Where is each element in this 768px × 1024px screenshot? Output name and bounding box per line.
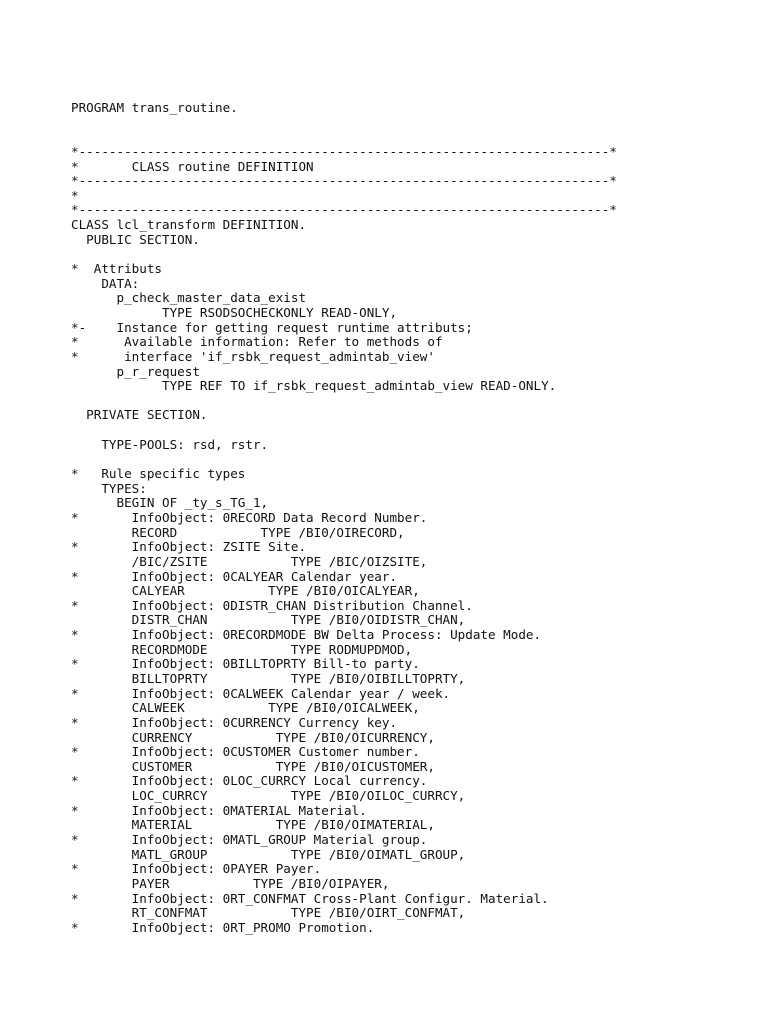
code-line: *- Instance for getting request runtime attributs; (71, 319, 473, 335)
code-line: * InfoObject: 0MATERIAL Material. (71, 802, 367, 818)
code-line: PRIVATE SECTION. (71, 407, 208, 423)
code-line: * InfoObject: 0RECORDMODE BW Delta Process: Update Mode. (71, 627, 542, 643)
code-line: PROGRAM trans_routine. (71, 100, 238, 115)
code-line: p_check_master_data_exist (71, 290, 307, 306)
code-line: BEGIN OF _ty_s_TG_1, (71, 495, 269, 511)
code-line: CUSTOMER TYPE /BI0/OICUSTOMER, (71, 758, 435, 774)
code-line: * interface 'if_rsbk_request_admintab_view' (71, 348, 435, 364)
code-line: RECORD TYPE /BI0/OIRECORD, (71, 524, 405, 540)
code-line: * Rule specific types (71, 466, 246, 482)
code-line: LOC_CURRCY TYPE /BI0/OILOC_CURRCY, (71, 788, 466, 804)
code-line: CALWEEK TYPE /BI0/OICALWEEK, (71, 700, 420, 716)
code-line (71, 394, 751, 409)
code-line: TYPE REF TO if_rsbk_request_admintab_view READ-ONLY. (71, 378, 557, 394)
code-line: CURRENCY TYPE /BI0/OICURRENCY, (71, 729, 435, 745)
code-line: * InfoObject: 0CUSTOMER Customer number. (71, 744, 420, 760)
code-line: TYPE-POOLS: rsd, rstr. (71, 436, 269, 452)
code-line: p_r_request (71, 363, 200, 379)
code-line: * (71, 187, 79, 203)
code-line: * InfoObject: 0RECORD Data Record Number. (71, 509, 428, 525)
code-line: DISTR_CHAN TYPE /BI0/OIDISTR_CHAN, (71, 612, 466, 628)
code-line: *----------------------------------------------------------------------* (71, 173, 617, 189)
code-line: * InfoObject: ZSITE Site. (71, 539, 307, 555)
code-line: * InfoObject: 0DISTR_CHAN Distribution Channel. (71, 597, 473, 613)
code-line (71, 423, 751, 438)
code-line: MATERIAL TYPE /BI0/OIMATERIAL, (71, 817, 435, 833)
code-line: * InfoObject: 0PAYER Payer. (71, 861, 322, 877)
code-line: CLASS lcl_transform DEFINITION. (71, 217, 307, 233)
code-line: TYPES: (71, 480, 147, 496)
code-line: PUBLIC SECTION. (71, 231, 200, 247)
code-line: * InfoObject: 0BILLTOPRTY Bill-to party. (71, 656, 420, 672)
code-line: RT_CONFMAT TYPE /BI0/OIRT_CONFMAT, (71, 905, 466, 921)
code-listing (71, 101, 751, 936)
code-line: BILLTOPRTY TYPE /BI0/OIBILLTOPRTY, (71, 670, 466, 686)
code-line: * InfoObject: 0LOC_CURRCY Local currency. (71, 773, 428, 789)
code-line (71, 247, 751, 262)
code-line: * Attributs (71, 261, 162, 277)
code-line: MATL_GROUP TYPE /BI0/OIMATL_GROUP, (71, 846, 466, 862)
code-line: CALYEAR TYPE /BI0/OICALYEAR, (71, 583, 420, 599)
code-line: * InfoObject: 0CURRENCY Currency key. (71, 714, 398, 730)
code-line: DATA: (71, 275, 140, 291)
code-line: * InfoObject: 0RT_PROMO Promotion. (71, 919, 375, 935)
code-line: *----------------------------------------------------------------------* (71, 202, 617, 218)
code-line (71, 130, 751, 145)
code-line (71, 116, 751, 131)
code-line: * InfoObject: 0MATL_GROUP Material group. (71, 832, 428, 848)
code-line: * InfoObject: 0RT_CONFMAT Cross-Plant Configur. Material. (71, 890, 549, 906)
code-line: * CLASS routine DEFINITION (71, 158, 314, 174)
code-line: * Available information: Refer to methods of (71, 334, 443, 350)
code-line: * InfoObject: 0CALYEAR Calendar year. (71, 568, 398, 584)
code-line: TYPE RSODSOCHECKONLY READ-ONLY, (71, 304, 398, 320)
code-line: * InfoObject: 0CALWEEK Calendar year / week. (71, 685, 451, 701)
code-line: RECORDMODE TYPE RODMUPDMOD, (71, 641, 413, 657)
code-line: /BIC/ZSITE TYPE /BIC/OIZSITE, (71, 553, 428, 569)
code-line: PAYER TYPE /BI0/OIPAYER, (71, 875, 390, 891)
code-line (71, 452, 751, 467)
code-line: *----------------------------------------------------------------------* (71, 143, 617, 159)
